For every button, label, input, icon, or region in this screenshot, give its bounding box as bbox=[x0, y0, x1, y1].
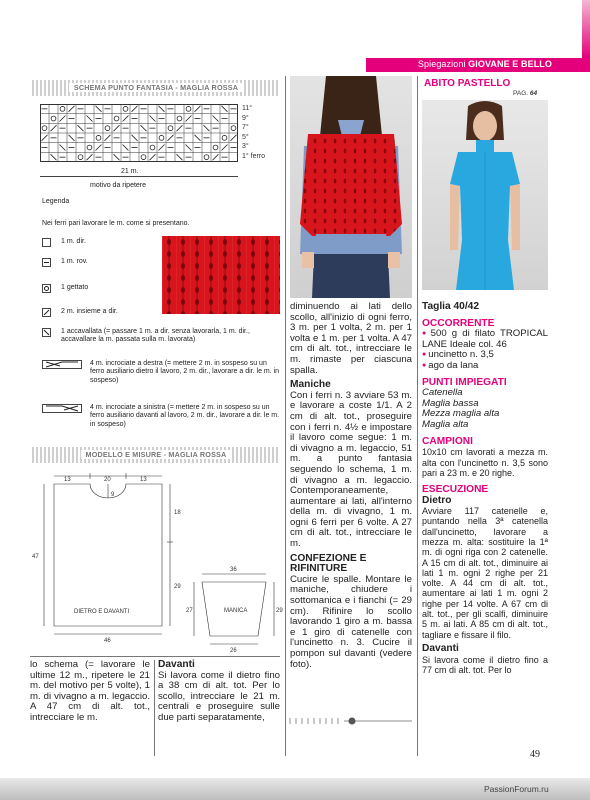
legend-item bbox=[42, 404, 282, 429]
repeat-label: motivo da ripetere bbox=[90, 182, 147, 189]
section-header bbox=[418, 59, 552, 69]
header-collection: GIOVANE E BELLO bbox=[468, 59, 552, 69]
body-text: lo schema (= lavorare le ultime 12 m., ripetere le 21 m. del motivo per 5 volte), 1 m. di vivagno a m. legaccio. A 47 cm di alt. tot., intrecciare le m. bbox=[30, 659, 150, 723]
legend-item bbox=[42, 308, 118, 317]
page-ref bbox=[513, 90, 537, 97]
material-item: ● ago da lana bbox=[422, 359, 479, 371]
row-label: 11° bbox=[242, 105, 253, 112]
material-item: ● uncinetto n. 3,5 bbox=[422, 349, 494, 361]
skp-symbol-icon bbox=[42, 328, 51, 337]
chart-section-title-bar bbox=[32, 80, 280, 96]
dim-label: 36 bbox=[230, 567, 237, 573]
legend-item-text: 4 m. incrociate a sinistra (= mettere 2 m. in sospeso su un ferro ausiliario davanti al lavoro, 2 m. dir., lavorare a dir. le m. in sospeso) bbox=[90, 404, 280, 428]
row-label: 9° bbox=[242, 114, 249, 122]
body-text: 10x10 cm lavorati a mezza m. alta con l'uncinetto n. 3,5 sono pari a 23 m. e 20 righe. bbox=[422, 447, 548, 479]
schema-section-title: MODELLO E MISURE - MAGLIA ROSSA bbox=[81, 450, 232, 459]
material-item: ● 500 g di filato TROPICAL LANE Ideale col. 46 bbox=[422, 328, 548, 350]
stitch-name: Maglia alta bbox=[422, 418, 469, 430]
section-heading: Davanti bbox=[422, 642, 459, 654]
yarn-over-symbol-icon bbox=[42, 284, 51, 293]
legend-item bbox=[42, 284, 88, 293]
dim-label: 18 bbox=[174, 510, 181, 516]
side-accent-strip bbox=[582, 0, 590, 58]
header-section: Spiegazioni bbox=[417, 59, 466, 69]
page-ref-number: 64 bbox=[529, 90, 538, 97]
k2tog-symbol-icon bbox=[42, 308, 51, 317]
dim-label: 27 bbox=[186, 608, 193, 614]
legend-item bbox=[42, 238, 86, 247]
material-text: ago da lana bbox=[428, 359, 479, 371]
legend-item-text: 1 gettato bbox=[61, 284, 89, 291]
row-label: 7° bbox=[242, 124, 249, 132]
stitch-name: Maglia bassa bbox=[422, 397, 479, 409]
legend-intro: Nei ferri pari lavorare le m. come si presentano. bbox=[42, 220, 190, 227]
dim-label: 13 bbox=[64, 477, 71, 483]
material-text: 500 g di filato TROPICAL LANE Ideale col. 46 bbox=[422, 328, 548, 350]
section-heading: Maniche bbox=[290, 379, 331, 391]
project-title: ABITO PASTELLO bbox=[424, 78, 511, 89]
dim-label: 20 bbox=[104, 477, 111, 483]
body-text: Si lavora come il dietro fino a 77 cm di alt. tot. Per lo bbox=[422, 654, 548, 675]
section-heading: PUNTI IMPIEGATI bbox=[422, 376, 507, 388]
chart-section-title: SCHEMA PUNTO FANTASIA - MAGLIA ROSSA bbox=[69, 83, 243, 92]
legend-item bbox=[42, 360, 282, 385]
text-column-d bbox=[422, 302, 548, 675]
purl-symbol-icon bbox=[42, 258, 51, 267]
sleeve-panel-label: MANICA bbox=[224, 608, 248, 614]
schema-section-title-bar bbox=[32, 447, 280, 463]
column-divider bbox=[285, 76, 286, 756]
dim-label: 47 bbox=[32, 554, 39, 560]
knit-symbol-icon bbox=[42, 238, 51, 247]
red-sweater-photo bbox=[290, 76, 412, 298]
section-heading: CAMPIONI bbox=[422, 435, 473, 447]
dim-label: 29 bbox=[174, 584, 181, 590]
page-number: 49 bbox=[530, 749, 540, 760]
repeat-bracket bbox=[40, 176, 238, 177]
section-heading: CONFEZIONE E RIFINITURE bbox=[290, 552, 367, 575]
cross-left-symbol-icon bbox=[42, 404, 82, 413]
section-heading: Davanti bbox=[158, 659, 195, 670]
page-ref-prefix: PAG. bbox=[513, 90, 529, 97]
section-heading: Dietro bbox=[422, 494, 452, 506]
legend-item bbox=[42, 258, 88, 267]
row-label: 1° ferro bbox=[242, 152, 266, 160]
body-panel-outline bbox=[54, 484, 162, 626]
section-divider bbox=[30, 656, 280, 657]
material-text: uncinetto n. 3,5 bbox=[428, 349, 494, 361]
stitch-name: Mezza maglia alta bbox=[422, 408, 500, 420]
legend-item-text: 1 accavallata (= passare 1 m. a dir. senza lavorarla, 1 m. dir., accavallare la m. passata sulla m. lavorata) bbox=[61, 328, 250, 344]
red-swatch-photo bbox=[162, 236, 280, 314]
column-divider bbox=[417, 76, 418, 756]
dim-label: 13 bbox=[140, 477, 147, 483]
dim-label: 9 bbox=[111, 492, 115, 498]
dim-label: 46 bbox=[104, 638, 111, 644]
dim-label: 26 bbox=[230, 648, 237, 654]
body-text: Con i ferri n. 3 avviare 53 m. e lavorare a coste 1/1. A 2 cm di alt. tot., proseguire con i ferri n. 4½ e impostare il lavoro come segue: 1 m. di vivagno a m. legaccio, 51 m. a punto fantasia seguendo lo schema, 1 m. di vivagno a m. legaccio. Contemporaneamente, aumentare ai lati, all'interno della m. di vivagno, 1 m. ogni 6 ferri per 6 volte. A 27 cm di alt. tot., intrecciare le m. bbox=[290, 389, 412, 550]
stitch-count-label: 21 m. bbox=[118, 168, 142, 175]
body-text: diminuendo ai lati dello scollo, all'inizio di ogni ferro, 3 m. per 1 volta, 2 m. per 1 volta e 1 m. per 1 volta. A 47 cm di alt. tot., intrecciare le m. rimaste per ciascuna spalla. bbox=[290, 301, 412, 376]
dim-label: 29 bbox=[276, 608, 283, 614]
legend-item-text: 1 m. dir. bbox=[61, 238, 86, 245]
stitch-chart-grid bbox=[40, 104, 238, 162]
section-heading: ESECUZIONE bbox=[422, 483, 489, 495]
chart-row-labels bbox=[242, 104, 265, 162]
legend-item bbox=[42, 328, 262, 345]
text-column-c bbox=[290, 302, 412, 670]
garment-schematic bbox=[32, 470, 283, 654]
column-divider bbox=[154, 660, 155, 756]
blue-dress-photo bbox=[422, 100, 548, 290]
size-label: Taglia 40/42 bbox=[422, 301, 480, 312]
row-label: 5° bbox=[242, 133, 249, 141]
text-column-a bbox=[30, 660, 150, 724]
text-column-b bbox=[158, 660, 280, 724]
page-ornament bbox=[290, 716, 412, 726]
body-text: Si lavora come il dietro fino a 38 cm di alt. tot. Per lo scollo, intrecciare le 21 m. centrali e proseguire sulle due parti separatamente, bbox=[158, 669, 280, 723]
body-text: Avviare 117 catenelle e, puntando nella 3ª catenella dall'uncinetto, lavorare a mezza m. alta: sostituire la 1ª m. di ogni riga con 2 catenelle. A 15 cm di alt. tot., diminuire ai lati 1 m. ogni 2 righe per 21 volte. A 44 cm di alt. tot., aumentare ai lati 1 m. ogni 2 righe per 14 volte. A 67 cm di alt. tot., per gli scalfi, diminuire 5 m. ai lati. A 85 cm di alt. tot., tagliare e fissare il filo. bbox=[422, 506, 548, 640]
body-text: Cucire le spalle. Montare le maniche, chiudere i sottomanica e i fianchi (= 29 cm). Rifinire lo scollo lavorando 1 giro a m. bassa e 1 giro di catenelle con l'uncinetto n. 3. Cucire il pompon sul davanti (vedere foto). bbox=[290, 573, 412, 670]
stitch-chart bbox=[40, 104, 238, 162]
section-heading: OCCORRENTE bbox=[422, 317, 495, 329]
row-label: 3° bbox=[242, 143, 249, 151]
legend-item-text: 1 m. rov. bbox=[61, 258, 88, 265]
cross-right-symbol-icon bbox=[42, 360, 82, 369]
legend-title: Legenda bbox=[42, 198, 70, 205]
legend-item-text: 2 m. insieme a dir. bbox=[61, 308, 118, 315]
legend-item-text: 4 m. incrociate a destra (= mettere 2 m. in sospeso su un ferro ausiliario dietro il lavoro, 2 m. dir., lavorare a dir. le m. in sospeso) bbox=[90, 360, 280, 384]
watermark: PassionForum.ru bbox=[484, 784, 549, 794]
body-panel-label: DIETRO E DAVANTI bbox=[74, 609, 130, 615]
stitch-name: Catenella bbox=[422, 387, 463, 399]
